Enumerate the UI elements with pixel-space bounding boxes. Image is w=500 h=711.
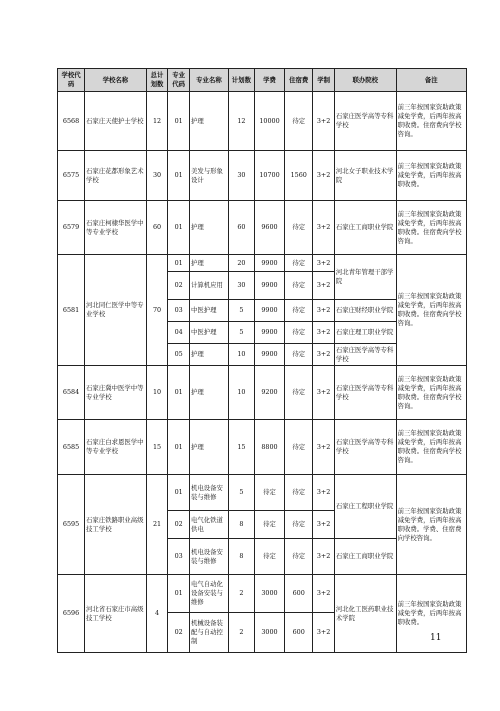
table-row xyxy=(58,575,467,613)
header-remark: 备注 xyxy=(396,69,466,92)
admissions-table xyxy=(57,68,467,653)
major-code: 02 xyxy=(168,272,190,300)
lodging-fee: 待定 xyxy=(285,511,313,539)
tuition-fee: 待定 xyxy=(254,475,284,511)
tuition-fee: 9200 xyxy=(254,366,284,420)
header-partner: 联办院校 xyxy=(334,69,396,92)
total-plan: 12 xyxy=(146,92,168,151)
school-name: 石家庄白求恩医学中等专业学校 xyxy=(85,420,147,475)
major-code: 02 xyxy=(168,613,190,653)
school-code: 6579 xyxy=(58,201,85,255)
partner-college: 石家庄工商职业学院 xyxy=(334,539,396,575)
major-name: 护理 xyxy=(189,344,228,366)
table-row xyxy=(58,366,467,420)
lodging-fee: 待定 xyxy=(285,201,313,255)
major-plan: 15 xyxy=(228,420,254,475)
major-code: 01 xyxy=(168,151,190,201)
tuition-fee: 3000 xyxy=(254,613,284,653)
header-lodging: 住宿费 xyxy=(285,69,313,92)
major-plan: 5 xyxy=(228,322,254,344)
school-system: 3+2 xyxy=(313,201,335,255)
partner-college: 石家庄工商职业学院 xyxy=(334,201,396,255)
major-plan: 20 xyxy=(228,255,254,272)
lodging-fee: 待定 xyxy=(285,344,313,366)
school-system: 3+2 xyxy=(313,272,335,300)
major-plan: 2 xyxy=(228,613,254,653)
school-name: 河北省石家庄市高级技工学校 xyxy=(85,575,147,653)
total-plan: 21 xyxy=(146,475,168,575)
tuition-fee: 10000 xyxy=(254,92,284,151)
major-code: 04 xyxy=(168,322,190,344)
table-row xyxy=(58,201,467,255)
school-name: 石家庄天使护士学校 xyxy=(85,92,147,151)
major-name: 护理 xyxy=(189,420,228,475)
remark-text: 前三年按国家资助政策减免学费，后两年按高职收费。住宿费向学校咨询。 xyxy=(396,201,466,255)
partner-college: 石家庄医学高等专科学校 xyxy=(334,92,396,151)
lodging-fee: 待定 xyxy=(285,272,313,300)
major-name: 电气自动化设备安装与维修 xyxy=(189,575,228,613)
table-row xyxy=(58,475,467,511)
major-code: 02 xyxy=(168,511,190,539)
school-name: 石家庄冀中医学中等专业学校 xyxy=(85,366,147,420)
major-name: 护理 xyxy=(189,366,228,420)
header-major-name: 专业名称 xyxy=(189,69,228,92)
major-plan: 12 xyxy=(228,92,254,151)
major-plan: 5 xyxy=(228,475,254,511)
lodging-fee: 600 xyxy=(285,613,313,653)
school-code: 6568 xyxy=(58,92,85,151)
tuition-fee: 9900 xyxy=(254,344,284,366)
major-plan: 8 xyxy=(228,511,254,539)
table-row xyxy=(58,420,467,475)
table-row xyxy=(58,151,467,201)
school-system: 3+2 xyxy=(313,613,335,653)
lodging-fee: 待定 xyxy=(285,92,313,151)
school-name: 石家庄花都形象艺术学校 xyxy=(85,151,147,201)
school-system: 3+2 xyxy=(313,151,335,201)
tuition-fee: 待定 xyxy=(254,539,284,575)
lodging-fee: 待定 xyxy=(285,300,313,322)
school-system: 3+2 xyxy=(313,344,335,366)
major-code: 03 xyxy=(168,539,190,575)
school-name: 石家庄柯棣华医学中等专业学校 xyxy=(85,201,147,255)
school-code: 6595 xyxy=(58,475,85,575)
total-plan: 4 xyxy=(146,575,168,653)
remark-text: 前三年按国家资助政策减免学费，后两年按高职收费。住宿费向学校咨询。 xyxy=(396,366,466,420)
tuition-fee: 8800 xyxy=(254,420,284,475)
school-code: 6581 xyxy=(58,255,85,366)
total-plan: 70 xyxy=(146,255,168,366)
major-code: 01 xyxy=(168,92,190,151)
major-code: 01 xyxy=(168,366,190,420)
major-name: 护理 xyxy=(189,92,228,151)
total-plan: 30 xyxy=(146,151,168,201)
total-plan: 10 xyxy=(146,366,168,420)
total-plan: 60 xyxy=(146,201,168,255)
major-name: 计算机应用 xyxy=(189,272,228,300)
lodging-fee: 待定 xyxy=(285,366,313,420)
remark-text: 前三年按国家资助政策减免学费，后两年按高职收费。学费、住宿费向学校咨询。 xyxy=(396,475,466,575)
major-plan: 2 xyxy=(228,575,254,613)
header-system: 学制 xyxy=(313,69,335,92)
lodging-fee: 600 xyxy=(285,575,313,613)
header-school: 学校名称 xyxy=(85,69,147,92)
header-row xyxy=(58,69,467,92)
major-code: 01 xyxy=(168,420,190,475)
major-code: 03 xyxy=(168,300,190,322)
partner-college: 河北化工医药职业技术学院 xyxy=(334,575,396,653)
major-code: 05 xyxy=(168,344,190,366)
major-name: 护理 xyxy=(189,201,228,255)
partner-college: 河北女子职业技术学院 xyxy=(334,151,396,201)
major-name: 美发与形象设计 xyxy=(189,151,228,201)
tuition-fee: 9600 xyxy=(254,201,284,255)
major-code: 01 xyxy=(168,201,190,255)
major-plan: 5 xyxy=(228,300,254,322)
lodging-fee: 待定 xyxy=(285,255,313,272)
lodging-fee: 待定 xyxy=(285,322,313,344)
lodging-fee: 待定 xyxy=(285,475,313,511)
remark-text: 前三年按国家资助政策减免学费，后两年按高职收费。 xyxy=(396,575,466,653)
major-name: 护理 xyxy=(189,255,228,272)
header-major-code: 专业代码 xyxy=(168,69,190,92)
school-system: 3+2 xyxy=(313,475,335,511)
school-name: 河北同仁医学中等专业学校 xyxy=(85,255,147,366)
remark-text: 前三年按国家资助政策减免学费，后两年按高职收费。住宿费向学校咨询。 xyxy=(396,92,466,151)
tuition-fee: 9900 xyxy=(254,300,284,322)
school-system: 3+2 xyxy=(313,300,335,322)
header-code: 学校代码 xyxy=(58,69,85,92)
major-code: 01 xyxy=(168,475,190,511)
page-number: 11 xyxy=(430,633,442,643)
school-name: 石家庄铁路职业高级技工学校 xyxy=(85,475,147,575)
lodging-fee: 1560 xyxy=(285,151,313,201)
major-plan: 60 xyxy=(228,201,254,255)
tuition-fee: 待定 xyxy=(254,511,284,539)
header-fee: 学费 xyxy=(254,69,284,92)
tuition-fee: 9900 xyxy=(254,255,284,272)
major-name: 电气化铁道供电 xyxy=(189,511,228,539)
table-body xyxy=(58,92,467,653)
table-row xyxy=(58,92,467,151)
lodging-fee: 待定 xyxy=(285,539,313,575)
school-code: 6585 xyxy=(58,420,85,475)
partner-college: 石家庄医学高等专科学校 xyxy=(334,366,396,420)
partner-college: 石家庄理工职业学院 xyxy=(334,322,396,344)
major-plan: 10 xyxy=(228,344,254,366)
major-name: 中医护理 xyxy=(189,300,228,322)
school-code: 6596 xyxy=(58,575,85,653)
table-row xyxy=(58,255,467,272)
major-plan: 30 xyxy=(228,272,254,300)
header-total: 总计划数 xyxy=(146,69,168,92)
school-system: 3+2 xyxy=(313,255,335,272)
school-system: 3+2 xyxy=(313,366,335,420)
school-system: 3+2 xyxy=(313,539,335,575)
partner-college: 石家庄财经职业学院 xyxy=(334,300,396,322)
lodging-fee: 待定 xyxy=(285,420,313,475)
tuition-fee: 9900 xyxy=(254,272,284,300)
remark-text: 前三年按国家资助政策减免学费，后两年按高职收费。住宿费向学校咨询。 xyxy=(396,420,466,475)
school-code: 6584 xyxy=(58,366,85,420)
remark-text: 前三年按国家资助政策减免学费，后两年按高职收费。住宿费向学校咨询。 xyxy=(396,255,466,366)
major-name: 中医护理 xyxy=(189,322,228,344)
partner-college: 石家庄医学高等专科学校 xyxy=(334,420,396,475)
school-system: 3+2 xyxy=(313,575,335,613)
header-plan: 计划数 xyxy=(228,69,254,92)
school-system: 3+2 xyxy=(313,511,335,539)
remark-text: 前三年按国家资助政策减免学费，后两年按高职收费。 xyxy=(396,151,466,201)
tuition-fee: 3000 xyxy=(254,575,284,613)
major-name: 机电设备安装与维修 xyxy=(189,539,228,575)
major-plan: 30 xyxy=(228,151,254,201)
tuition-fee: 9900 xyxy=(254,322,284,344)
major-name: 机电设备安装与维修 xyxy=(189,475,228,511)
major-code: 01 xyxy=(168,255,190,272)
major-plan: 10 xyxy=(228,366,254,420)
partner-college: 石家庄工程职业学院 xyxy=(334,475,396,539)
partner-college: 河北青年管理干部学院 xyxy=(334,255,396,300)
school-code: 6575 xyxy=(58,151,85,201)
partner-college: 石家庄医学高等专科学校 xyxy=(334,344,396,366)
major-name: 机械设备装配与自动控制 xyxy=(189,613,228,653)
major-code: 01 xyxy=(168,575,190,613)
school-system: 3+2 xyxy=(313,92,335,151)
school-system: 3+2 xyxy=(313,420,335,475)
total-plan: 15 xyxy=(146,420,168,475)
tuition-fee: 10700 xyxy=(254,151,284,201)
school-system: 3+2 xyxy=(313,322,335,344)
major-plan: 8 xyxy=(228,539,254,575)
